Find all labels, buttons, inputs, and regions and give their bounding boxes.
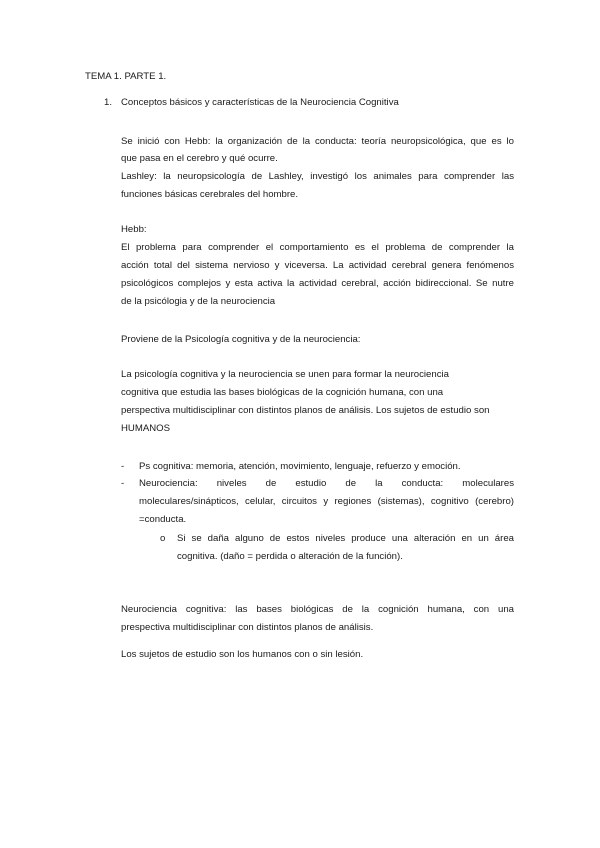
bullet-text: Neurociencia: niveles de estudio de la conducta: moleculares [139,478,514,489]
paragraph-line: Neurociencia cognitiva: las bases biológicas de la cognición humana, con una [121,604,514,615]
paragraph-line: de la psicólogia y de la neurociencia [121,296,276,307]
paragraph-line: prespectiva multidisciplinar con distintos planos de análisis. [121,622,374,633]
bullet-marker: - [121,478,125,489]
paragraph-line: acción total del sistema nervioso y viceversa. La actividad cerebral genera fenómenos [121,260,514,271]
section-number: 1. [104,97,113,108]
paragraph-label: Hebb: [121,224,147,235]
paragraph-text: Proviene de la Psicología cognitiva y de la neurociencia: [121,334,361,345]
paragraph-line: HUMANOS [121,423,171,434]
paragraph-line: funciones básicas cerebrales del hombre. [121,189,299,200]
bullet-text: Ps cognitiva: memoria, atención, movimiento, lenguaje, refuerzo y emoción. [139,461,461,472]
page-heading: TEMA 1. PARTE 1. [85,71,167,82]
sub-bullet-text: cognitiva. (daño = perdida o alteración de la función). [177,551,403,562]
paragraph-line: Se inició con Hebb: la organización de la conducta: teoría neuropsicológica, que es lo [121,136,514,147]
paragraph-text: Los sujetos de estudio son los humanos con o sin lesión. [121,649,364,660]
paragraph-line: psicológicos complejos y esta activa la actividad cerebral, acción bidireccional. Se nutre [121,278,514,289]
paragraph-line: El problema para comprender el comportamiento es el problema de comprender la [121,242,514,253]
section-title: Conceptos básicos y características de la Neurociencia Cognitiva [121,97,399,108]
bullet-marker: - [121,461,125,472]
sub-bullet-marker: o [160,533,166,544]
paragraph-line: perspectiva multidisciplinar con distintos planos de análisis. Los sujetos de estudio son [121,405,490,416]
paragraph-line: Lashley: la neuropsicología de Lashley, investigó los animales para comprender las [121,171,514,182]
sub-bullet-text: Si se daña alguno de estos niveles produce una alteración en un área [177,533,514,544]
paragraph-line: cognitiva que estudia las bases biológicas de la cognición humana, con una [121,387,444,398]
paragraph-line: que pasa en el cerebro y qué ocurre. [121,153,278,164]
bullet-text: =conducta. [139,514,187,525]
bullet-text: moleculares/sinápticos, celular, circuitos y regiones (sistemas), cognitivo (cerebro) [139,496,514,507]
paragraph-line: La psicología cognitiva y la neurociencia se unen para formar la neurociencia [121,369,449,380]
